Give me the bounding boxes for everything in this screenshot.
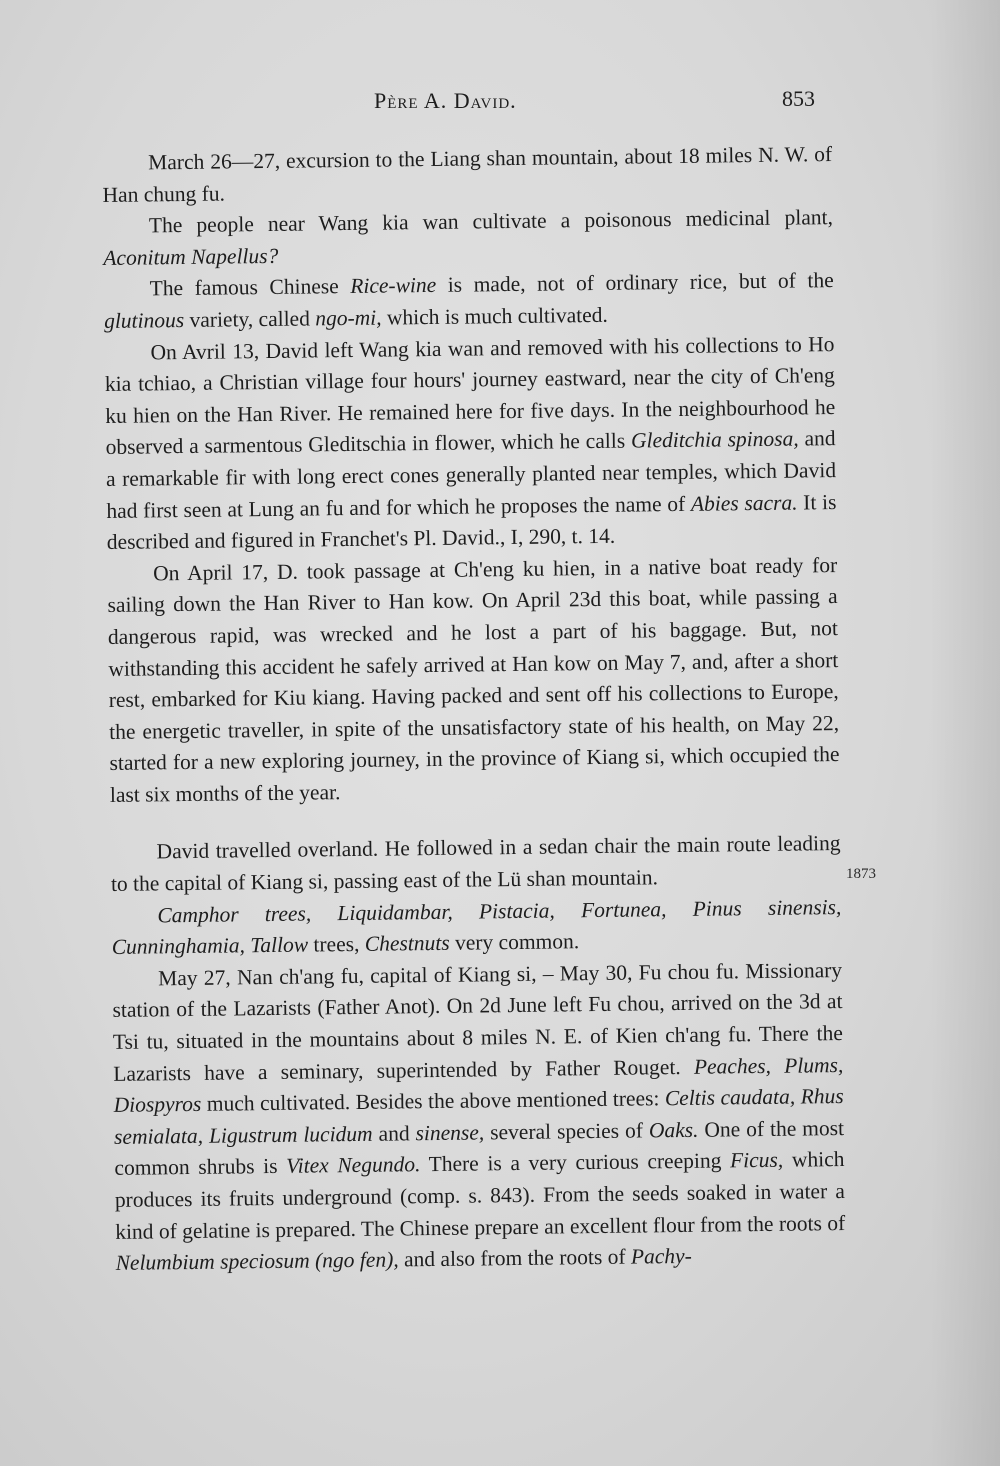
italic-text: sinense, xyxy=(415,1120,485,1146)
italic-text: Celtis caudata, Rhus semialata, Ligustrum lucidum xyxy=(113,1084,844,1149)
text-run: variety, called xyxy=(184,306,316,332)
paragraph-p7 xyxy=(111,892,842,964)
running-title: Père A. David. xyxy=(374,88,517,113)
paragraph-p6 xyxy=(110,828,841,900)
body-text xyxy=(102,139,846,1280)
italic-text: ngo-mi, xyxy=(315,305,382,331)
text-run: One of the most common shrubs is xyxy=(114,1115,845,1181)
text-run: very common. xyxy=(449,929,580,956)
paragraph-p8 xyxy=(112,955,846,1280)
italic-text: Camphor trees, Liquidambar, Pistacia, Fortunea, Pinus sinensis, Cunninghamia, Tallow xyxy=(111,894,842,960)
italic-text: Aconitum Napellus? xyxy=(103,243,279,270)
paragraph-p5 xyxy=(107,550,840,812)
paragraph-p4 xyxy=(104,329,837,559)
text-run: David travelled overland. He followed in a sedan chair the main route leading to the capital of Kiang si, passing east of the Lü shan mountain. xyxy=(110,831,841,897)
paragraph-p2 xyxy=(103,202,834,274)
italic-text: Pachy- xyxy=(630,1244,692,1269)
text-run: May 27, Nan ch'ang fu, capital of Kiang si, – May 30, Fu chou fu. Missionary station of the Lazarists (Father Anot). On 2d June left Fu chou, arrived on the 3d at Tsi tu, situated in the mountains about 8 miles N. E. of Kien ch'ang fu. There the Lazarists have a seminary, superintended by Father Rouget. xyxy=(112,957,844,1086)
text-run: It is described and figured in Franchet's Pl. David., I, 290, t. 14. xyxy=(106,489,837,555)
paragraph-p3 xyxy=(104,265,835,337)
italic-text: Ficus, xyxy=(729,1148,784,1173)
italic-text: Nelumbium speciosum (ngo fen), xyxy=(115,1247,399,1276)
text-run: On April 17, D. took passage at Ch'eng ku hien, in a native boat ready for sailing down the Han River to Han kow. On April 23d this boat, while passing a dangerous rapid, was wrecked and he lost a part of his baggage. But, not withstanding this accident he safely arrived at Han kow on May 7, and, after a short rest, embarked for Kiu kiang. Having packed and sent off his collections to Europe, the energetic traveller, in spite of the unsatisfactory state of his health, on May 22, started for a new exploring journey, in the province of Kiang si, which occupied the last six months of the year. xyxy=(107,552,840,807)
italic-text: Oaks. xyxy=(648,1117,699,1143)
text-run: which is much cultivated. xyxy=(381,302,608,330)
italic-text: Abies sacra. xyxy=(690,490,798,516)
text-run: much cultivated. Besides the above mentioned trees: xyxy=(201,1086,666,1117)
italic-text: Rice-wine xyxy=(350,273,437,299)
italic-text: Vitex Negundo. xyxy=(285,1152,421,1179)
margin-year-note: 1873 xyxy=(846,866,876,882)
text-run: and a remarkable fir with long erect cones generally planted near temples, which David had first seen at Lung an fu and for which he proposes the name of xyxy=(105,426,837,523)
text-run: The famous Chinese xyxy=(149,274,351,301)
text-run: March 26—27, excursion to the Liang shan mountain, about 18 miles N. W. of Han chung fu. xyxy=(102,142,833,207)
italic-text: Gleditchia spinosa, xyxy=(630,426,799,453)
paragraph-p1 xyxy=(102,139,833,211)
italic-text: Peaches, Plums, Diospyros xyxy=(113,1052,844,1118)
page-number: 853 xyxy=(782,86,815,111)
text-run: On Avril 13, David left Wang kia wan and removed with his collections to Ho kia tchiao, a Christian village four hours' journey eastward, near the city of Ch'eng ku hien on the Han River. He remained here for five days. In the neighbourhood he observed a sarmentous Gleditschia in flower, which he calls xyxy=(104,331,836,460)
text-run: is made, not of ordinary rice, but of the xyxy=(436,268,834,298)
text-run: and also from the roots of xyxy=(398,1244,632,1272)
text-run: trees, xyxy=(307,932,365,957)
text-run: which produces its fruits underground (comp. s. 843). From the seeds soaked in water a kind of gelatine is prepared. The Chinese prepare an excellent flour from the roots of xyxy=(114,1147,846,1244)
italic-text: Chestnuts xyxy=(364,931,450,957)
text-run: There is a very curious creeping xyxy=(420,1148,731,1177)
text-run: and xyxy=(372,1121,416,1146)
text-run: several species of xyxy=(484,1118,650,1145)
text-run: The people near Wang kia wan cultivate a poisonous medicinal plant, xyxy=(148,205,834,238)
italic-text: glutinous xyxy=(103,307,185,333)
